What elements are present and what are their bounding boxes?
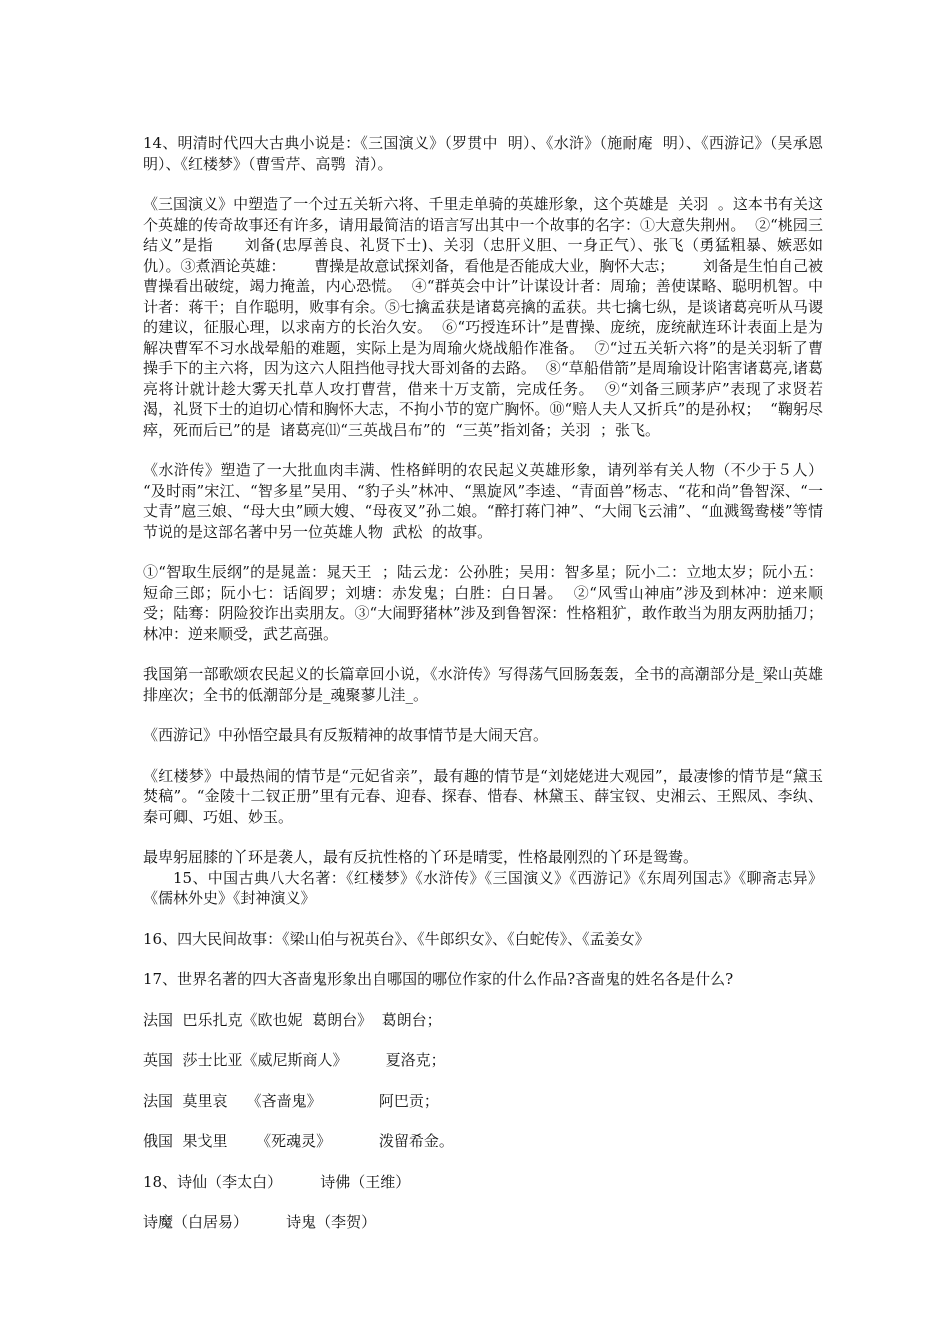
item-17-misers-question: 17、世界名著的四大吝啬鬼形象出自哪国的哪位作家的什么作品?吝啬鬼的姓名各是什么? [143, 970, 734, 988]
item-16-folk-tales: 16、四大民间故事：《梁山伯与祝英台》、《牛郎织女》、《白蛇传》、《孟姜女》 [143, 929, 650, 948]
miser-harpagon: 法国 莫里哀 《吝啬鬼》 阿巴贡； [143, 1091, 439, 1110]
maids-paragraph: 最卑躬屈膝的丫环是袭人，最有反抗性格的丫环是晴雯，性格最刚烈的丫环是鸳鸯。 [143, 848, 699, 866]
shuihu-stories-paragraph: ①“智取生辰纲”的是晁盖：晁天王 ；陆云龙：公孙胜；吴用：智多星；阮小二：立地太岁；阮小五：短命三郎；阮小七：话阎罗；刘塘：赤发鬼；白胜：白日暑。 ②“风雪山神庙”涉及到林冲：逆来顺受；陆骞：阴险狡诈出卖朋友。③“大闹野猪林”涉及到鲁智深：性格粗犷，敢作敢当为朋友两肋插刀；林冲：逆来顺受，武艺高强。 [143, 563, 823, 643]
sanguo-paragraph: 《三国演义》中塑造了一个过五关斩六将、千里走单骑的英雄形象，这个英雄是 关羽 。这本书有关这个英雄的传奇故事还有许多，请用最简洁的语言写出其中一个故事的名字：①大意失荆州。 ②“桃园三结义”是指 刘备(忠厚善良、礼贤下士)、关羽（忠肝义胆、一身正气）、张飞（勇猛粗暴、嫉恶如仇）。③煮酒论英雄： 曹操是故意试探刘备，看他是否能成大业，胸怀大志； 刘备是生怕自己被曹操看出破绽，竭力掩盖，内心恐慌。 ④“群英会中计”计谋设计者：周瑜；善使谋略、聪明机智。中计者：蒋干；自作聪明，败事有余。⑤七擒孟获是诸葛亮擒的孟获。共七擒七纵，是谈诸葛亮听从马谡的建议，征服心理，以求南方的长治久安。 ⑥“巧授连环计”是曹操、庞统，庞统献连环计表面上是为解决曹军不习水战晕船的难题，实际上是为周瑜火烧战船作准备。 ⑦“过五关斩六将”的是关羽斩了曹操手下的主六将，因为这六人阻挡他寻找大哥刘备的去路。 ⑧“草船借箭”是周瑜设计陷害诸葛亮,诸葛亮将计就计趁大雾天扎草人攻打曹营，借来十万支箭，完成任务。 ⑨“刘备三顾茅庐”表现了求贤若渴，礼贤下士的迫切心情和胸怀大志，不拘小节的宽广胸怀。⑩“赔人夫人又折兵”的是孙权； “鞠躬尽瘁，死而后已”的是 诸葛亮⑾“三英战吕布”的 “三英”指刘备；关羽 ；张飞。 [143, 195, 823, 439]
miser-shylock: 英国 莎士比亚《威尼斯商人》 夏洛克； [143, 1051, 446, 1069]
item-15-eight-classics: 15、中国古典八大名著：《红楼梦》《水浒传》《三国演义》《西游记》《东周列国志》《聊斋志异》《儒林外史》《封神演义》 [143, 868, 823, 907]
xiyou-paragraph: 《西游记》中孙悟空最具有反叛精神的故事情节是大闹天宫。 [143, 726, 549, 744]
item-14-four-classics: 14、明清时代四大古典小说是：《三国演义》（罗贯中 明）、《水浒》（施耐庵 明）、《西游记》（吴承恩 明）、《红楼梦》（曹雪芹、高鹗 清）。 [143, 134, 833, 173]
hongloumeng-paragraph: 《红楼梦》中最热闹的情节是“元妃省亲”，最有趣的情节是“刘姥姥进大观园”，最凄惨的情节是“黛玉焚稿”。“金陵十二钗正册”里有元春、迎春、探春、惜春、林黛玉、薛宝钗、史湘云、王熙凤、李纨、秦可卿、巧姐、妙玉。 [143, 766, 823, 826]
miser-grandet: 法国 巴乐扎克《欧也妮 葛朗台》 葛朗台； [143, 1010, 442, 1029]
document-page [143, 133, 833, 1233]
item-18-poets-line2: 诗魔（白居易） 诗鬼（李贺） [143, 1213, 377, 1231]
shuihu-climax-paragraph: 我国第一部歌颂农民起义的长篇章回小说，《水浒传》写得荡气回肠轰轰，全书的高潮部分是_梁山英雄排座次；全书的低潮部分是_魂聚蓼儿洼_。 [143, 665, 823, 704]
miser-plyushkin: 俄国 果戈里 《死魂灵》 泼留希金。 [143, 1132, 454, 1150]
shuihu-paragraph: 《水浒传》塑造了一大批血肉丰满、性格鲜明的农民起义英雄形象，请列举有关人物（不少于５人） “及时雨”宋江、“智多星”吴用、“豹子头”林冲、“黑旋风”李逵、“青面兽”杨志、“花和尚”鲁智深、“一丈青”扈三娘、“母大虫”顾大嫂、“母夜叉”孙二娘。“醉打蒋门神”、“大闹飞云浦”、“血溅鸳鸯楼”等情节说的是这部名著中另一位英雄人物 武松 的故事。 [143, 461, 833, 541]
item-18-poets-line1: 18、诗仙（李太白） 诗佛（王维） [143, 1172, 411, 1191]
